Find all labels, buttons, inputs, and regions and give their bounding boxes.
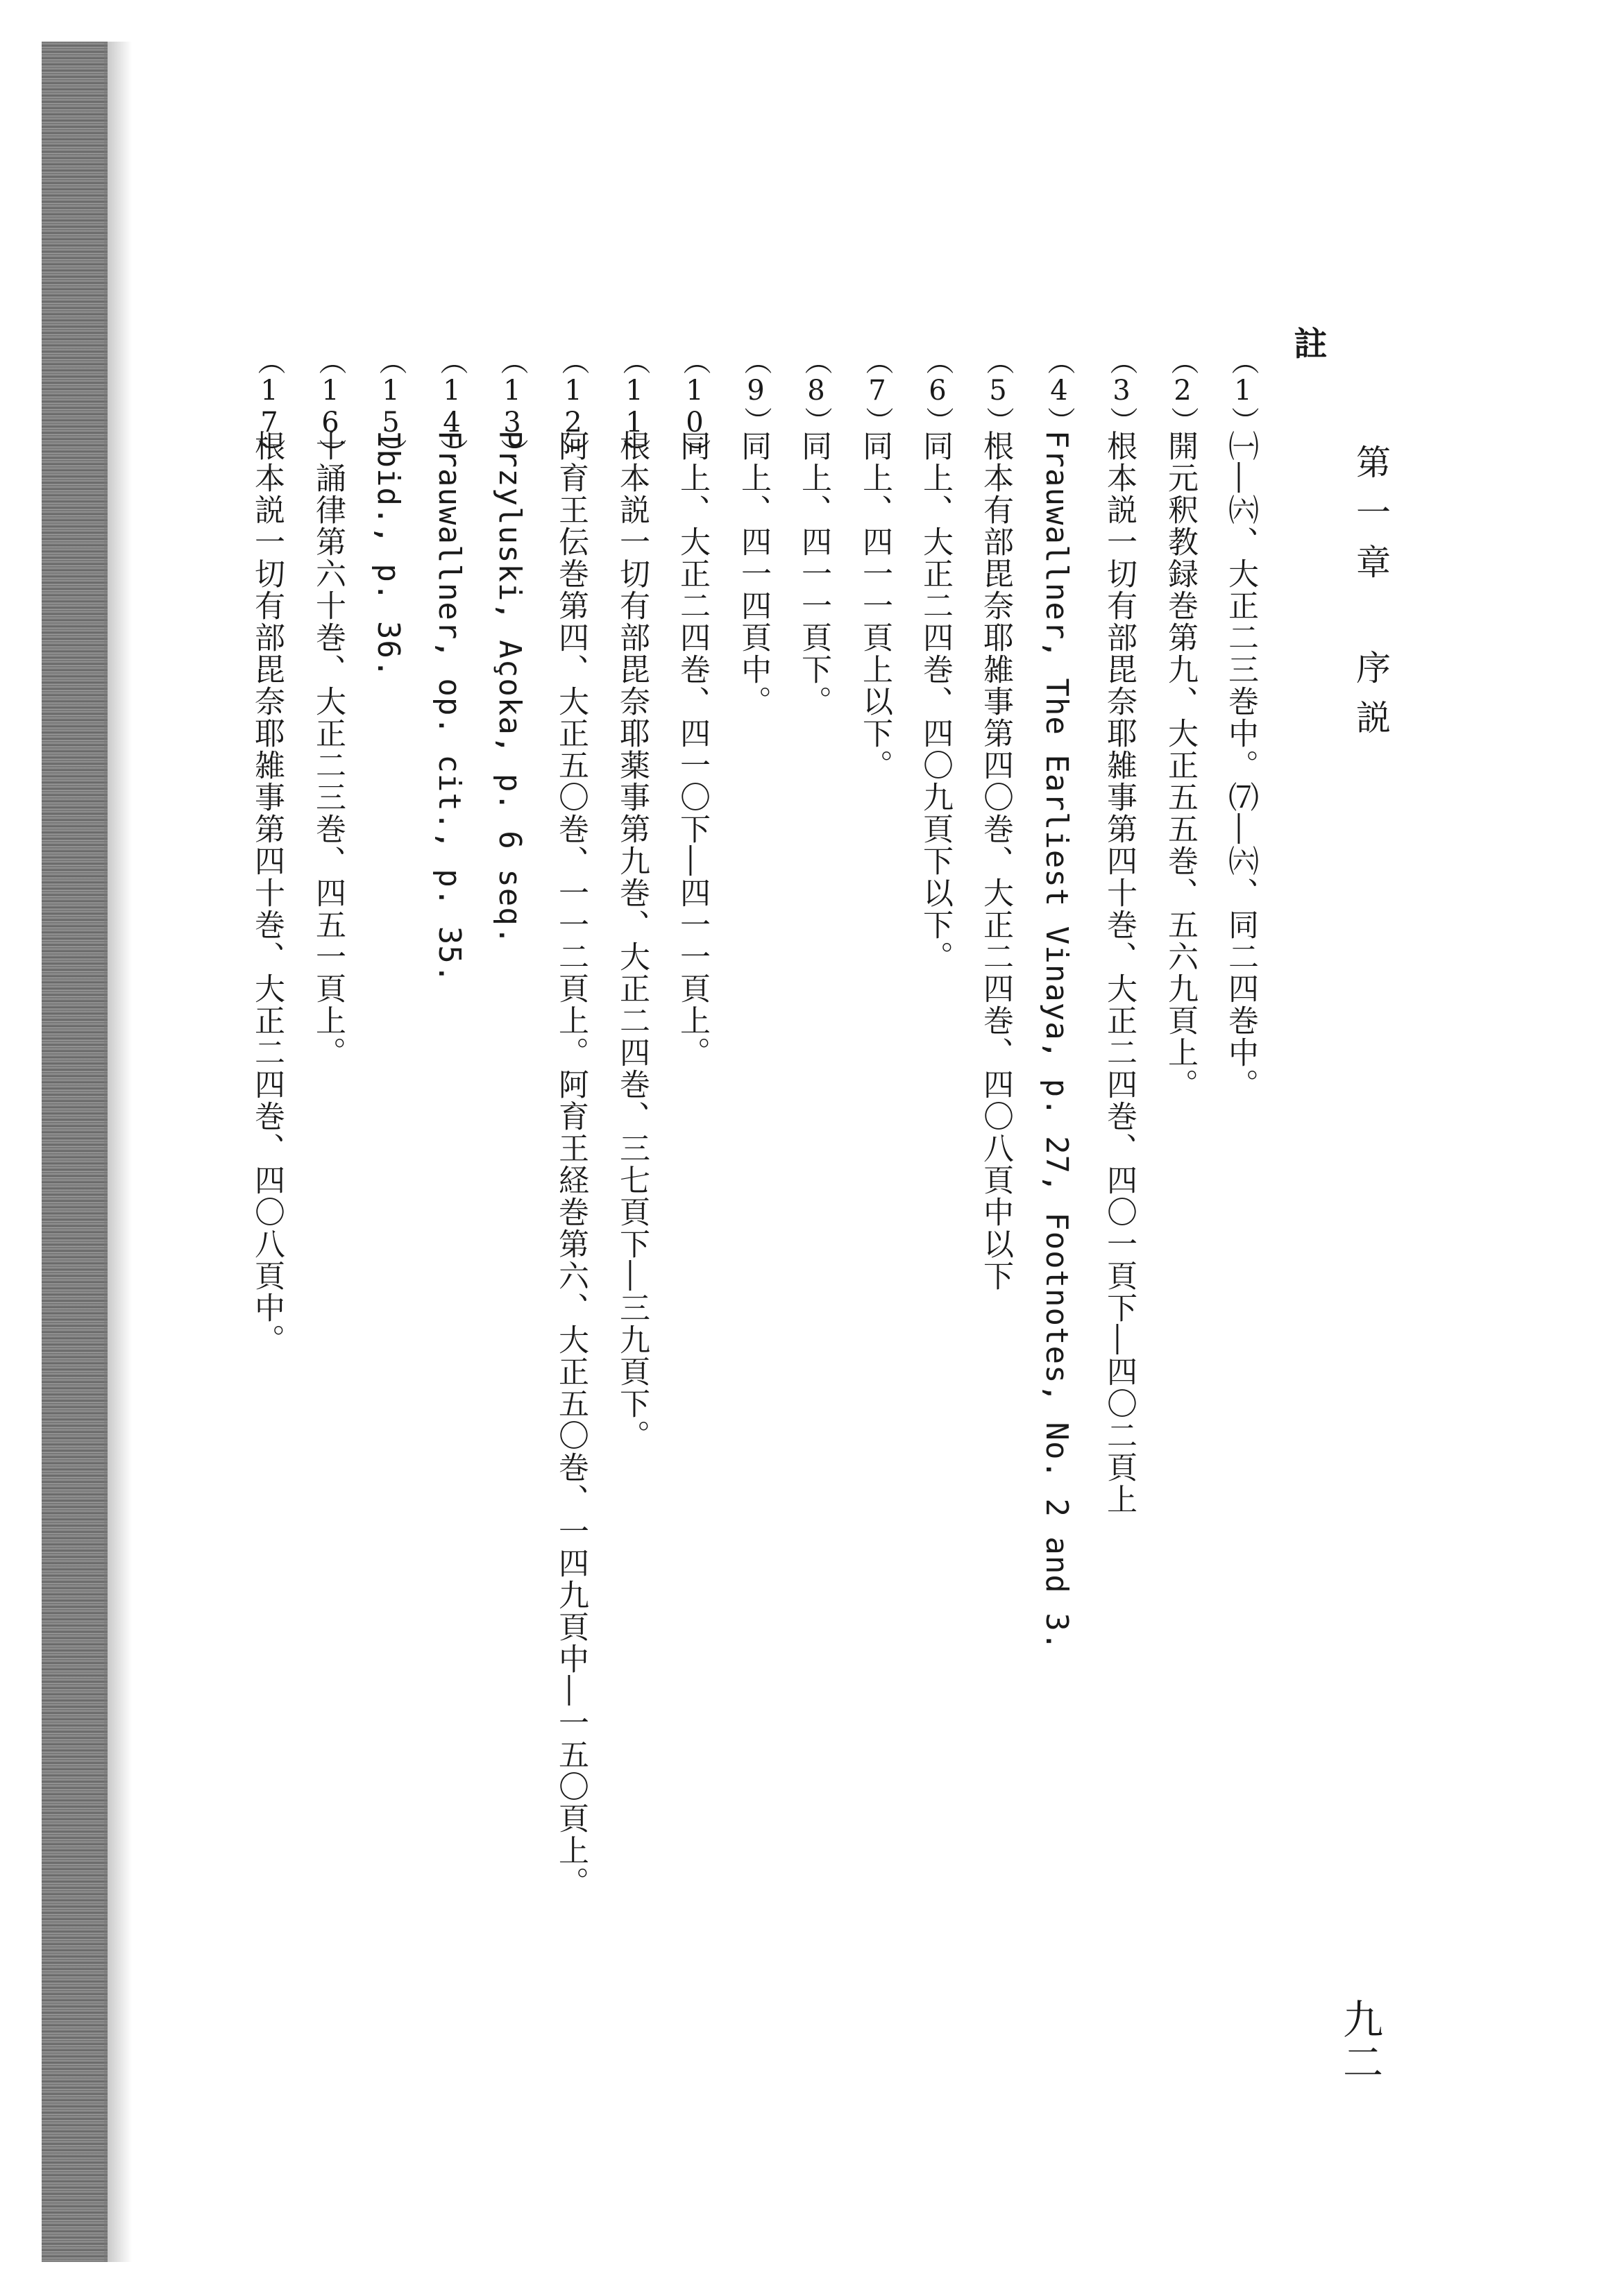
note-text: ㈠―㈥、大正二三巻中。⑺―㈥、同二四巻中。 bbox=[1223, 430, 1258, 1100]
note-item bbox=[917, 347, 968, 2151]
note-number: （15） bbox=[375, 347, 407, 466]
note-number: （11） bbox=[618, 347, 650, 466]
note-item bbox=[738, 347, 786, 2151]
note-number: （2） bbox=[1167, 347, 1199, 434]
note-number: （8） bbox=[800, 347, 832, 434]
note-item bbox=[555, 347, 604, 2151]
note-text: 根本説一切有部毘奈耶薬事第九巻、大正二四巻、三七頁下―三九頁下。 bbox=[614, 430, 650, 1452]
note-text: 同上、四一一頁下。 bbox=[796, 430, 831, 717]
note-text: 根本説一切有部毘奈耶雑事第四十巻、大正二四巻、四〇一頁下―四〇二頁上 bbox=[1101, 430, 1137, 1515]
page-number: 九二 bbox=[1336, 1998, 1383, 2084]
note-text: 同上、大正二四巻、四〇九頁下以下。 bbox=[917, 430, 953, 973]
note-item bbox=[859, 347, 908, 2151]
note-text: 同上、大正二四巻、四一〇下―四一一頁上。 bbox=[675, 430, 710, 1069]
note-item bbox=[434, 347, 482, 2151]
note-text: Ibid., p. 36. bbox=[371, 430, 406, 679]
binding-edge-shadow bbox=[104, 42, 132, 2262]
note-text: 開元釈教録巻第九、大正五五巻、五六九頁上。 bbox=[1162, 430, 1198, 1100]
note-item bbox=[1225, 347, 1274, 2151]
note-item bbox=[312, 347, 361, 2151]
book-binding-shadow bbox=[42, 42, 108, 2262]
note-number: （5） bbox=[982, 347, 1014, 434]
note-text: 根本説一切有部毘奈耶雑事第四十巻、大正二四巻、四〇八頁中。 bbox=[249, 430, 285, 1356]
note-text: Frauwallner, The Earliest Vinaya, p. 27, Footnotes, No. 2 and 3. bbox=[1039, 430, 1074, 1651]
note-text: 根本有部毘奈耶雑事第四〇巻、大正二四巻、四〇八頁中以下 bbox=[978, 430, 1013, 1292]
note-number: （3） bbox=[1106, 347, 1137, 434]
note-item bbox=[494, 347, 543, 2151]
note-number: （14） bbox=[436, 347, 468, 466]
note-item bbox=[251, 347, 300, 2151]
notes-heading: 註 bbox=[1288, 326, 1327, 361]
note-number: （13） bbox=[496, 347, 528, 466]
note-item bbox=[1103, 347, 1152, 2151]
note-item bbox=[1041, 347, 1090, 2151]
note-text: Przyluski, Açoka, p. 6 seq. bbox=[492, 430, 527, 946]
note-item bbox=[1162, 347, 1213, 2151]
note-number: （6） bbox=[922, 347, 954, 434]
note-item bbox=[798, 347, 847, 2151]
note-number: （9） bbox=[740, 347, 772, 434]
note-number: （17） bbox=[253, 347, 285, 466]
note-text: 阿育王伝巻第四、大正五〇巻、一一二頁上。阿育王経巻第六、大正五〇巻、一四九頁中―一五〇頁上。 bbox=[553, 430, 589, 1898]
note-number: （16） bbox=[314, 347, 346, 466]
note-number: （1） bbox=[1227, 347, 1259, 434]
note-item bbox=[980, 347, 1029, 2151]
note-item bbox=[373, 347, 421, 2151]
note-number: （12） bbox=[557, 347, 589, 466]
note-item bbox=[616, 347, 665, 2151]
chapter-header: 第一章 序説 bbox=[1351, 444, 1391, 749]
note-text: 同上、四一四頁中。 bbox=[736, 430, 771, 717]
note-number: （10） bbox=[679, 347, 711, 466]
note-text: 同上、四一一頁上以下。 bbox=[857, 430, 893, 781]
note-item bbox=[677, 347, 725, 2151]
note-text: 十誦律第六十巻、大正二三巻、四五一頁上。 bbox=[310, 430, 346, 1069]
note-text: Frauwallner, op. cit., p. 35. bbox=[432, 430, 467, 984]
note-number: （7） bbox=[861, 347, 893, 434]
note-number: （4） bbox=[1043, 347, 1075, 434]
